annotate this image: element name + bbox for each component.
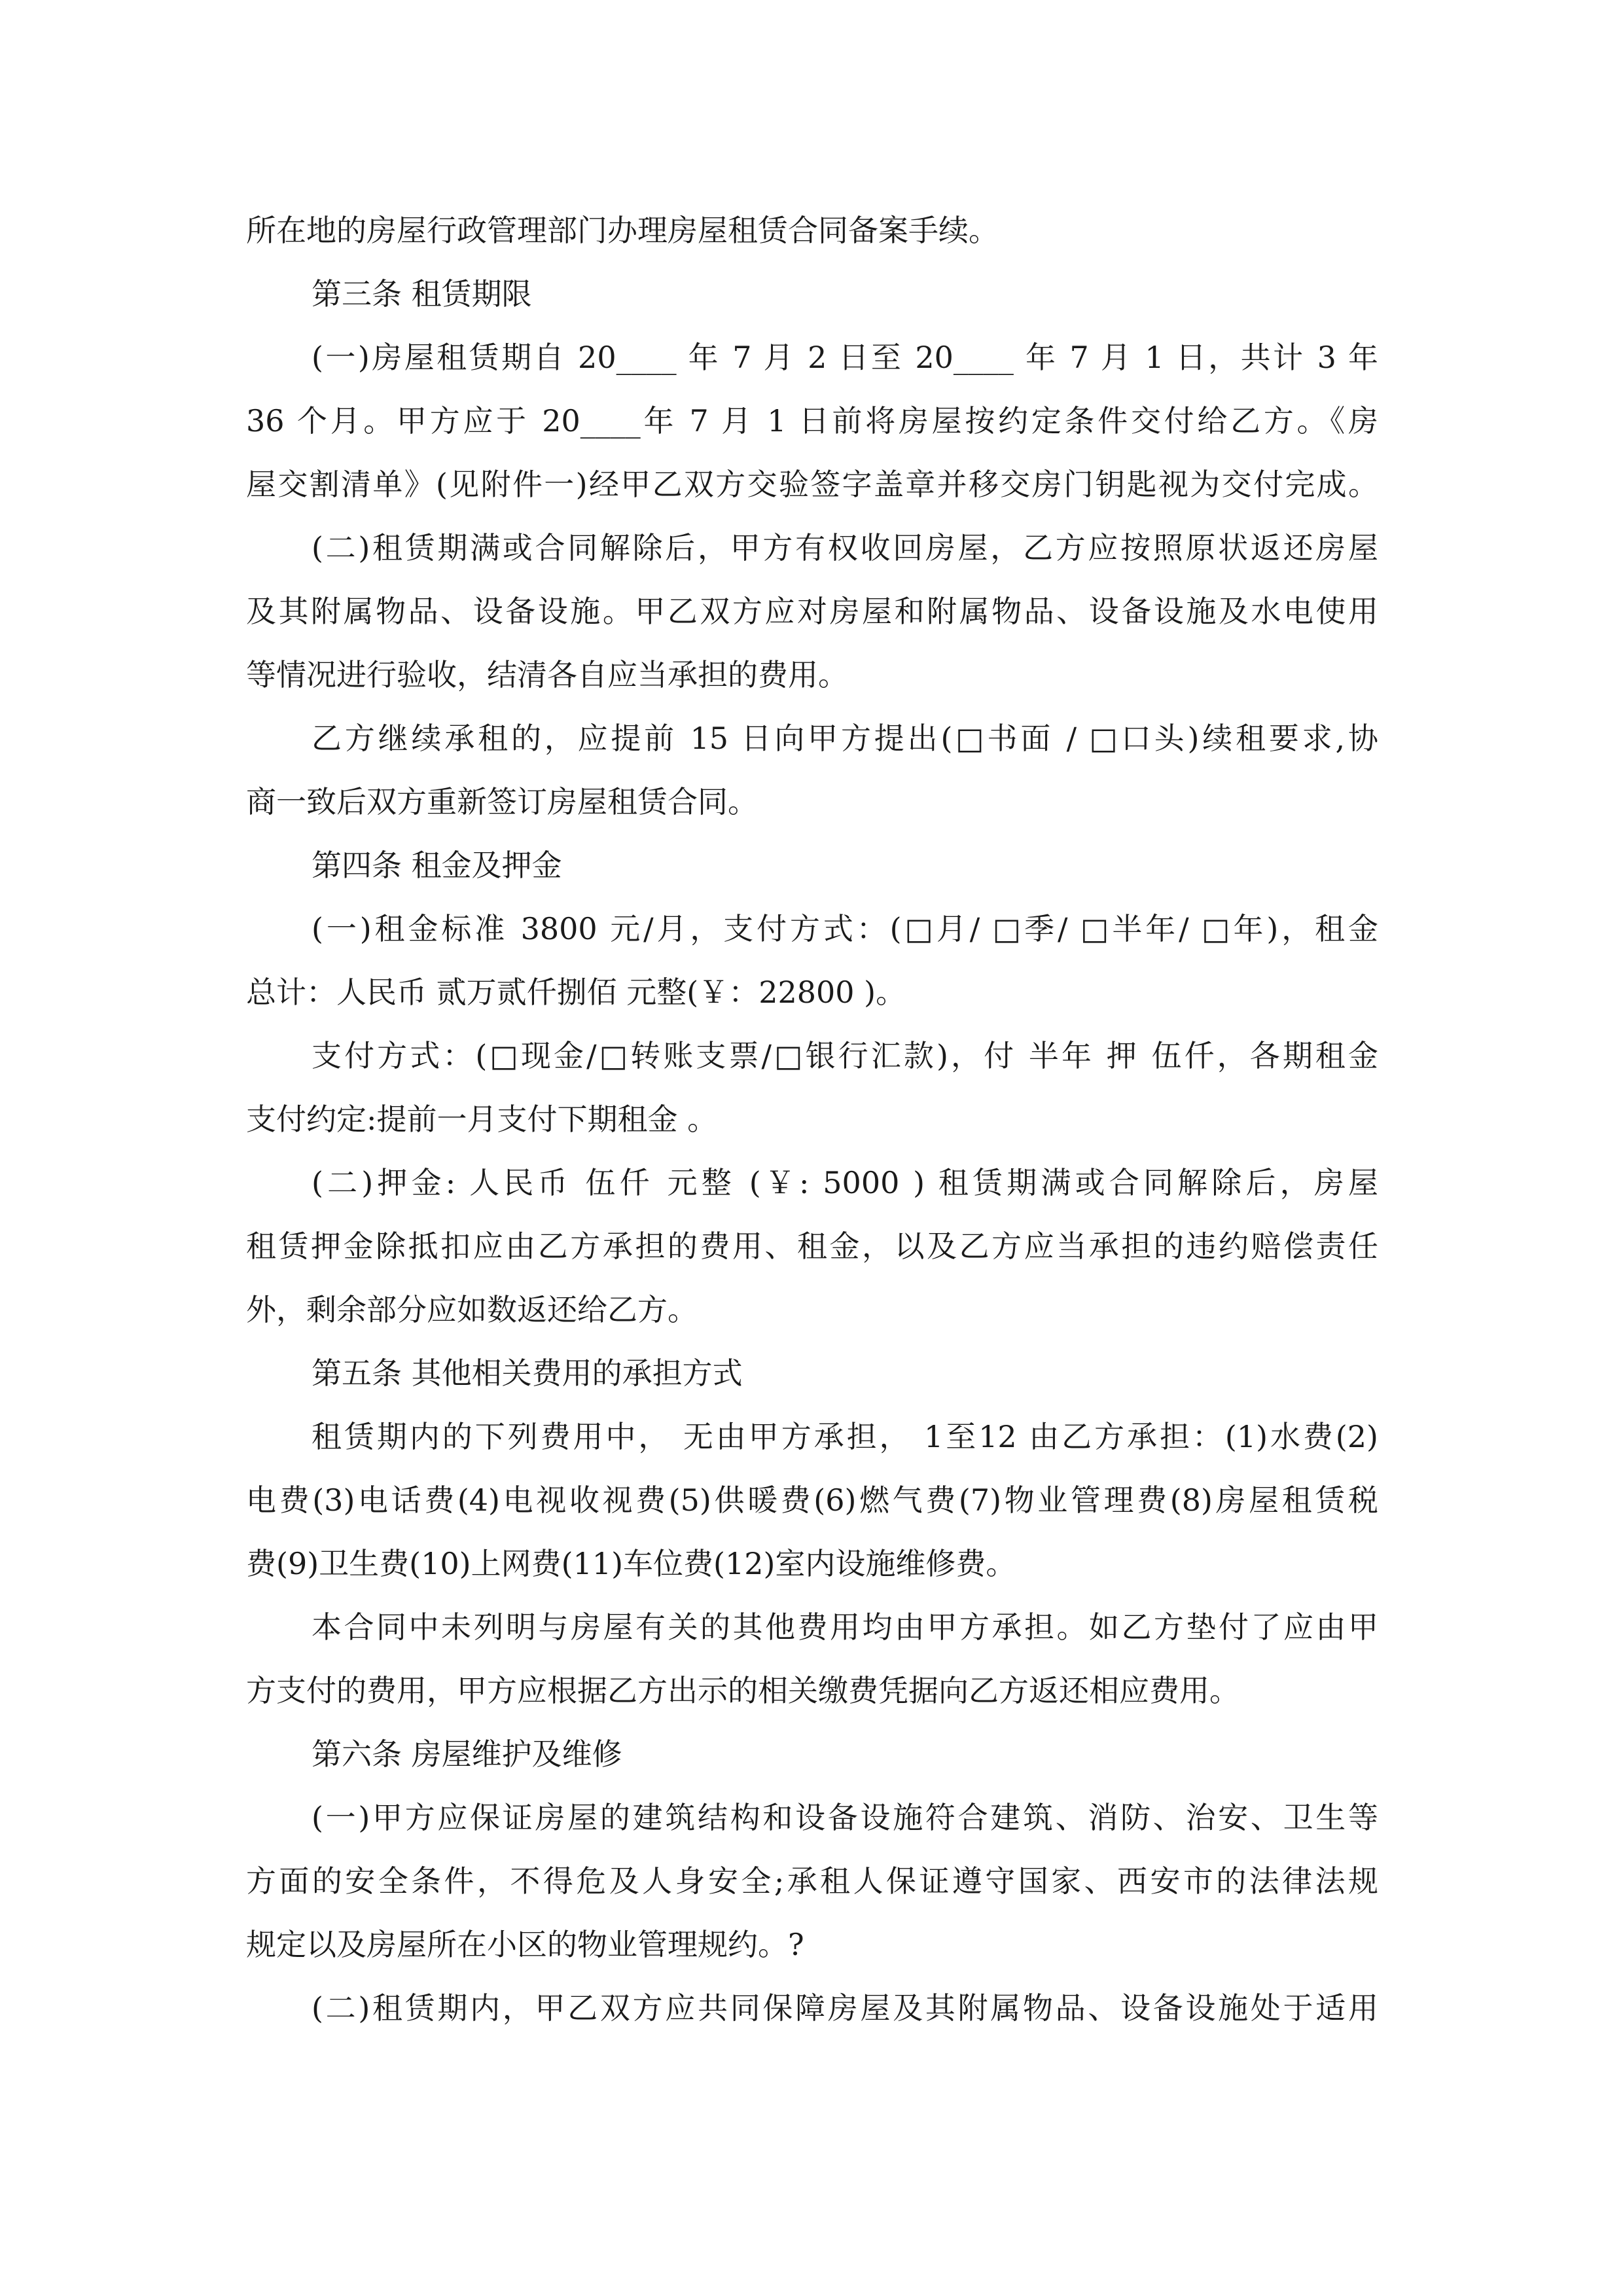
paragraph-line: 租赁押金除抵扣应由乙方承担的费用、租金，以及乙方应当承担的违约赔偿责任 <box>246 1229 1378 1264</box>
paragraph-line: 36 个月。甲方应于 20____年 7 月 1 日前将房屋按约定条件交付给乙方。《房 <box>246 403 1378 439</box>
paragraph-line: 本合同中未列明与房屋有关的其他费用均由甲方承担。如乙方垫付了应由甲 <box>312 1609 1378 1645</box>
paragraph-line: 费(9)卫生费(10)上网费(11)车位费(12)室内设施维修费。 <box>246 1546 1016 1581</box>
paragraph-line: 乙方继续承租的，应提前 15 日向甲方提出(□书面 / □口头)续租要求,协 <box>312 721 1378 756</box>
article-heading: 第三条 租赁期限 <box>312 276 532 312</box>
paragraph-line: (二)租赁期内，甲乙双方应共同保障房屋及其附属物品、设备设施处于适用 <box>312 1990 1378 2026</box>
paragraph-line: 规定以及房屋所在小区的物业管理规约。? <box>246 1927 804 1962</box>
article-heading: 第四条 租金及押金 <box>312 848 562 883</box>
paragraph-line: 所在地的房屋行政管理部门办理房屋租赁合同备案手续。 <box>246 213 999 248</box>
paragraph-line: 支付约定:提前一月支付下期租金 。 <box>246 1102 718 1137</box>
paragraph-line: 商一致后双方重新签订房屋租赁合同。 <box>246 784 758 819</box>
paragraph-line: 总计：人民币 贰万贰仟捌佰 元整(￥：22800 )。 <box>246 975 906 1010</box>
paragraph-line: (二)押金: 人民币 伍仟 元整 (￥: 5000 ) 租赁期满或合同解除后，房屋 <box>312 1165 1378 1200</box>
paragraph-line: 方支付的费用，甲方应根据乙方出示的相关缴费凭据向乙方返还相应费用。 <box>246 1673 1240 1708</box>
paragraph-line: 屋交割清单》(见附件一)经甲乙双方交验签字盖章并移交房门钥匙视为交付完成。 <box>246 467 1378 502</box>
paragraph-line: 租赁期内的下列费用中， 无由甲方承担， 1至12 由乙方承担：(1)水费(2) <box>312 1419 1378 1454</box>
paragraph-line: 电费(3)电话费(4)电视收视费(5)供暖费(6)燃气费(7)物业管理费(8)房屋租赁税 <box>246 1482 1378 1518</box>
document-body <box>246 199 1378 2040</box>
article-heading: 第五条 其他相关费用的承担方式 <box>312 1355 743 1391</box>
paragraph-line: 方面的安全条件，不得危及人身安全;承租人保证遵守国家、西安市的法律法规 <box>246 1863 1378 1899</box>
paragraph-line: (二)租赁期满或合同解除后，甲方有权收回房屋，乙方应按照原状返还房屋 <box>312 530 1378 565</box>
paragraph-line: (一)租金标准 3800 元/月，支付方式：(□月/ □季/ □半年/ □年)，租金 <box>312 911 1378 946</box>
paragraph-line: 外，剩余部分应如数返还给乙方。 <box>246 1292 698 1327</box>
paragraph-line: 及其附属物品、设备设施。甲乙双方应对房屋和附属物品、设备设施及水电使用 <box>246 594 1378 629</box>
article-heading: 第六条 房屋维护及维修 <box>312 1736 622 1772</box>
paragraph-line: 支付方式：(□现金/□转账支票/□银行汇款)，付 半年 押 伍仟，各期租金 <box>312 1038 1379 1073</box>
paragraph-line: (一)甲方应保证房屋的建筑结构和设备设施符合建筑、消防、治安、卫生等 <box>312 1800 1378 1835</box>
paragraph-line: (一)房屋租赁期自 20____ 年 7 月 2 日至 20____ 年 7 月 1 日，共计 3 年 <box>312 340 1378 375</box>
paragraph-line: 等情况进行验收，结清各自应当承担的费用。 <box>246 657 848 692</box>
